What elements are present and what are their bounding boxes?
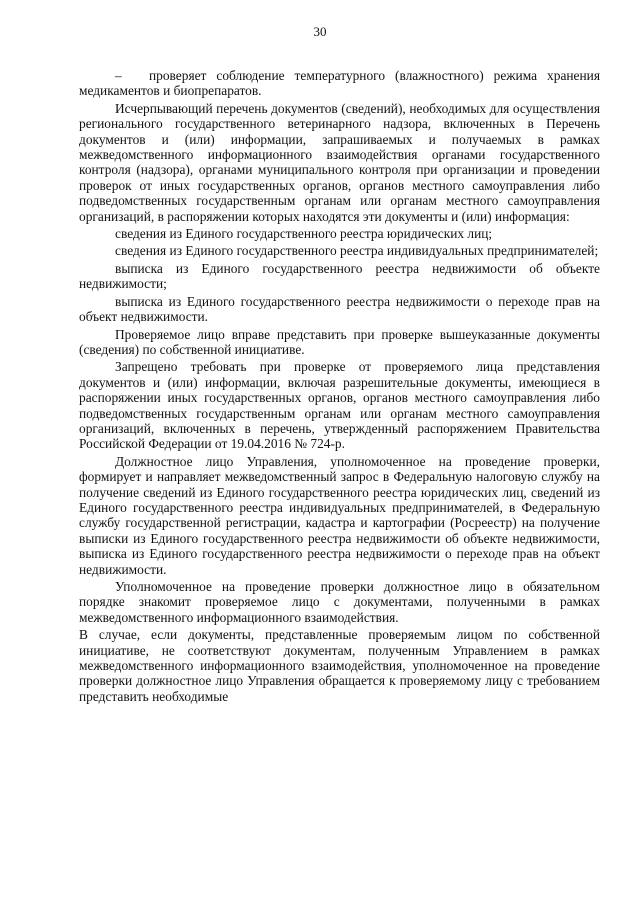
list-item-egrip: сведения из Единого государственного реестра индивидуальных предпринимателей; bbox=[115, 243, 599, 259]
list-dash: – bbox=[115, 68, 122, 83]
paragraph-storage-control bbox=[79, 68, 600, 99]
paragraph-interagency-request: Должностное лицо Управления, уполномоченное на проведение проверки, формирует и направляет межведомственный запрос в Федеральную налоговую службу на получение сведений из Единого государственного реестра юридических лиц, сведений из Единого государственного реестра индивидуальных предпринимателей, в Федеральную службу государственной регистрации, кадастра и картографии (Росреестр) на получение выписки из Единого государственного реестра недвижимости об объекте недвижимости, выписка из Единого государственного реестра недвижимости о переходе прав на объект недвижимости. bbox=[79, 453, 600, 577]
list-item-egrn-object: выписка из Единого государственного реестра недвижимости об объекте недвижимости; bbox=[79, 260, 600, 292]
list-item-egrul: сведения из Единого государственного реестра юридических лиц; bbox=[115, 226, 493, 242]
paragraph-discrepancy: В случае, если документы, представленные проверяемым лицом по собственной инициативе, не соответствуют документам, полученным Управлением в рамках межведомственного информационного взаимодействия, уполномоченное на проведение проверки должностное лицо Управления обращается к проверяемому лицу с требованием представить необходимые bbox=[79, 627, 600, 704]
paragraph-familiarization: Уполномоченное на проведение проверки должностное лицо в обязательном порядке знакомит проверяемое лицо с документами, полученными в рамках межведомственного информационного взаимодействия. bbox=[79, 579, 600, 625]
paragraph-document-list-intro: Исчерпывающий перечень документов (сведений), необходимых для осуществления регионального государственного ветеринарного надзора, включенных в Перечень документов и (или) информации, запрашиваемых и получаемых в рамках межведомственного информационного взаимодействия органами государственного контроля (надзора), органами муниципального контроля при организации и проведении проверок от иных государственных органов, органов местного самоуправления либо подведомственных государственным органам или органам местного самоуправления организаций, в распоряжении которых находятся эти документы и (или) информация: bbox=[79, 100, 600, 224]
page-number: 30 bbox=[313, 24, 327, 39]
paragraph-text: проверяет соблюдение температурного (влажностного) режима хранения медикаментов и биопрепаратов. bbox=[79, 68, 600, 99]
paragraph-own-initiative: Проверяемое лицо вправе представить при проверке вышеуказанные документы (сведения) по собственной инициативе. bbox=[79, 326, 600, 357]
paragraph-prohibition: Запрещено требовать при проверке от проверяемого лица представления документов и (или) информации, включая разрешительные документы, имеющиеся в распоряжении иных государственных органов, органов местного самоуправления либо подведомственных государственным органам или органам местного самоуправления организаций, включенных в перечень, утвержденный распоряжением Правительства Российской Федерации от 19.04.2016 № 724-р. bbox=[79, 359, 600, 452]
document-body bbox=[79, 68, 600, 706]
list-item-egrn-transfer: выписка из Единого государственного реестра недвижимости о переходе прав на объект недвижимости. bbox=[79, 293, 600, 325]
